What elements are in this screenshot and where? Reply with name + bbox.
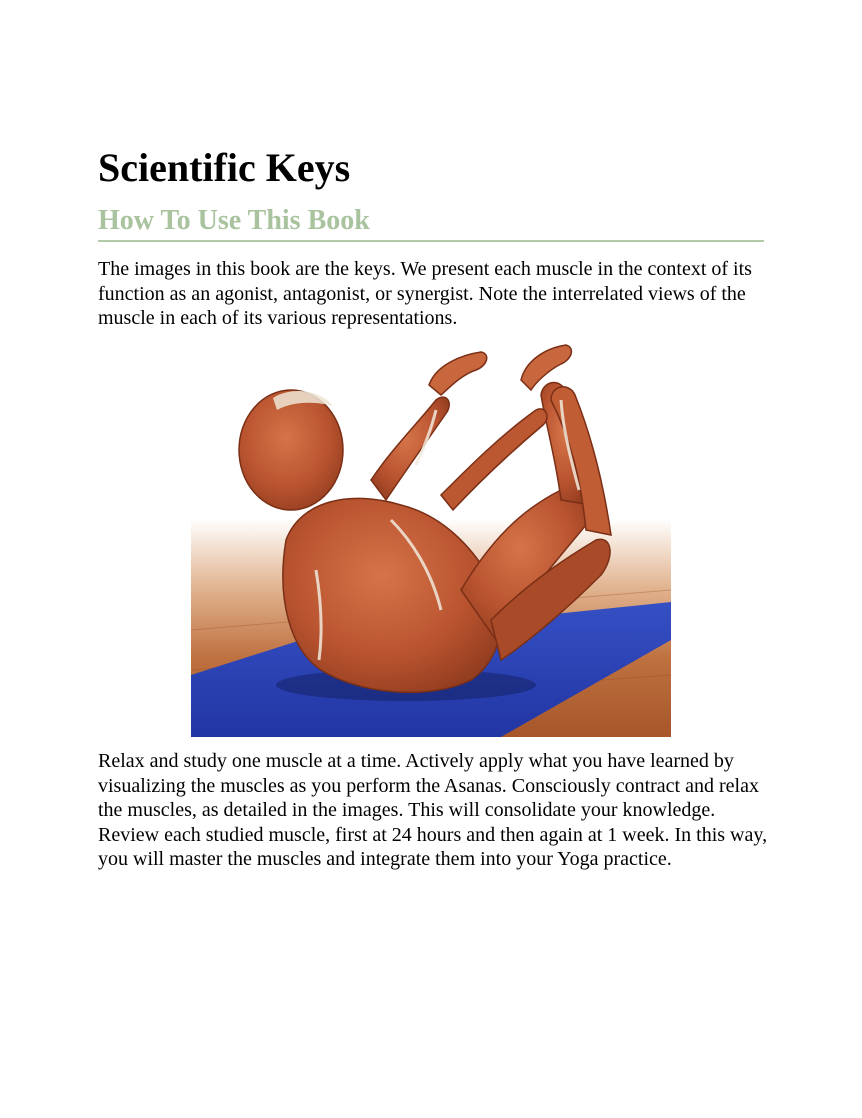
muscle-figure-svg [191,340,671,737]
page-title: Scientific Keys [98,145,351,190]
intro-paragraph: The images in this book are the keys. We present each muscle in the context of its function as an agonist, antagonist, or synergist. Note the interrelated views of the muscle in each of its various representations. [98,258,752,329]
head [239,390,343,510]
anatomy-bow-pose-illustration [191,340,671,737]
study-paragraph: Relax and study one muscle at a time. Actively apply what you have learned by visualizing the muscles as you perform the Asanas. Consciously contract and relax the muscles, as detailed in the images. This will consolidate your knowledge. Review each studied muscle, first at 24 hours and then again at 1 week. In this way, you will master the muscles and integrate them into your Yoga practice. [98,750,768,870]
section-heading: How To Use This Book [98,205,370,236]
heading-rule [98,240,764,242]
